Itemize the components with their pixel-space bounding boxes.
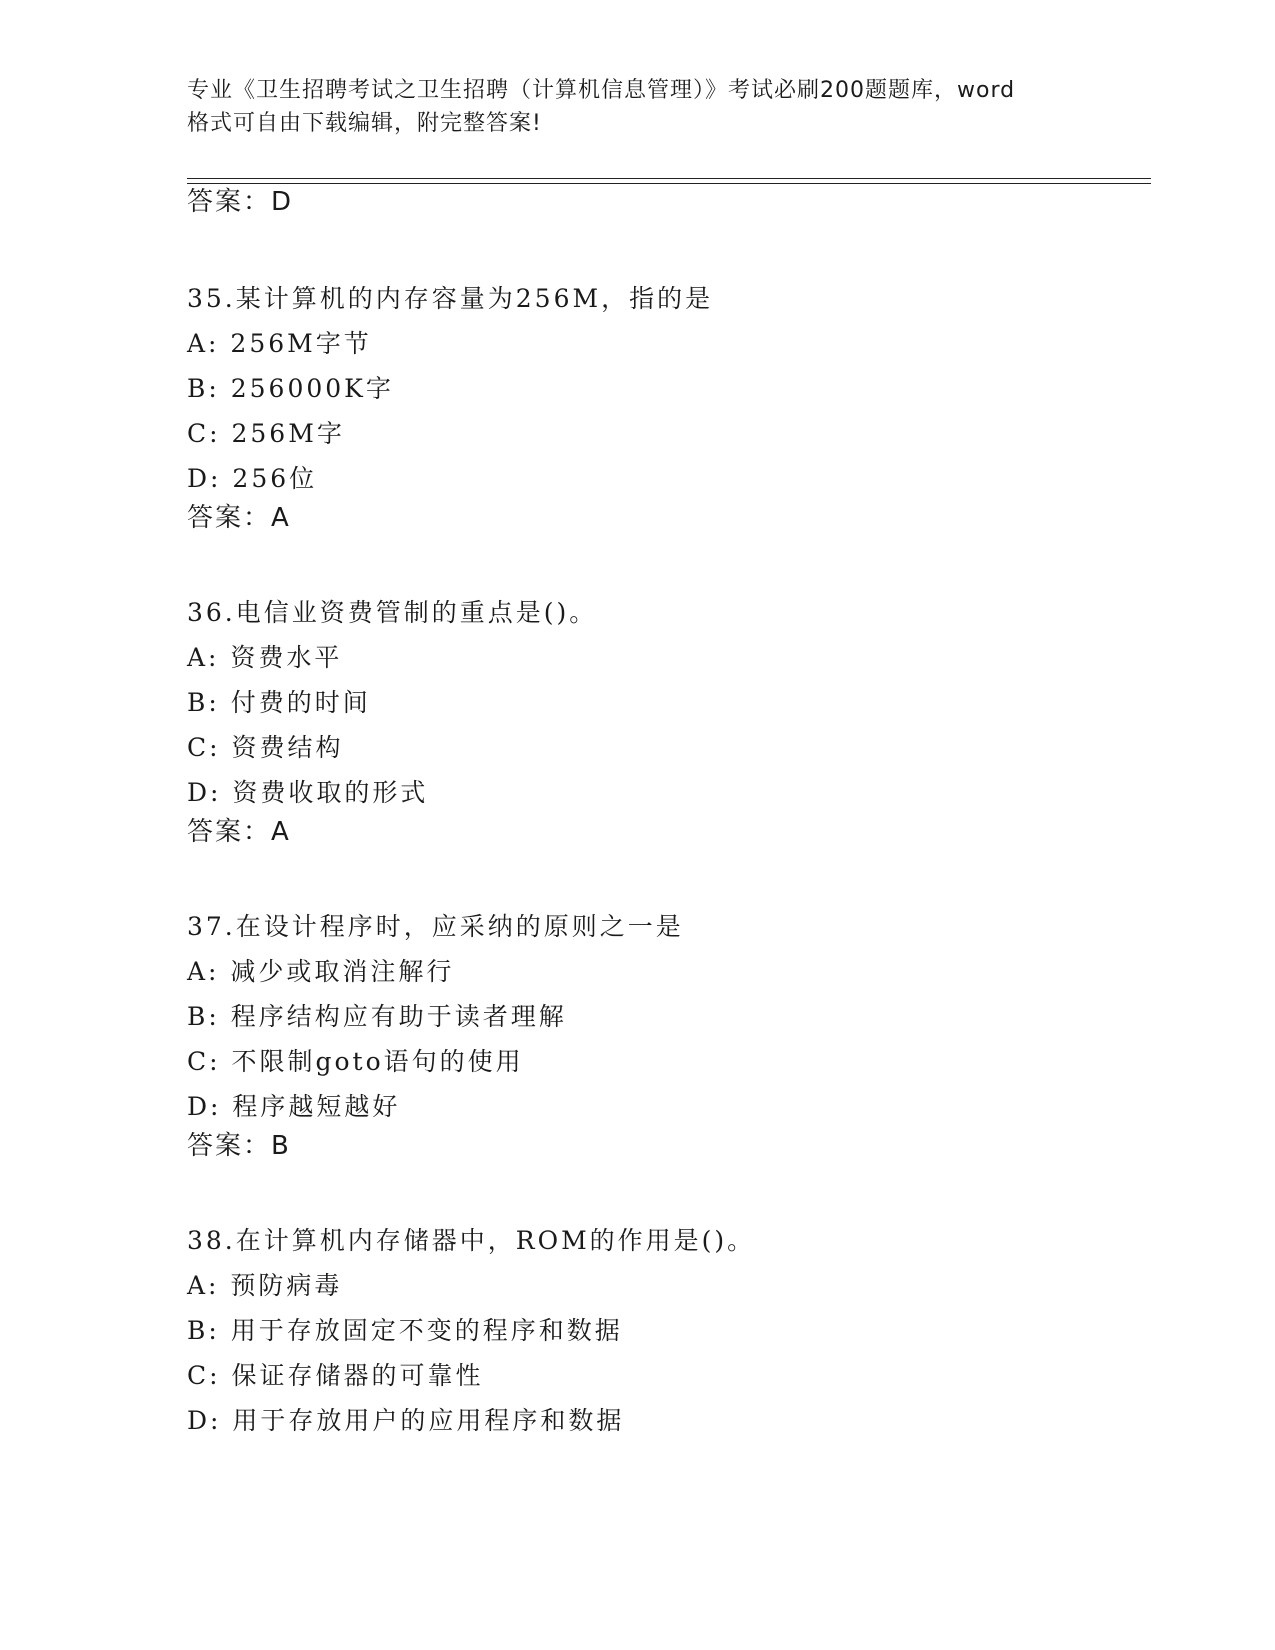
question-title: 38.在计算机内存储器中，ROM的作用是()。 <box>187 1226 756 1255</box>
question-title: 37.在设计程序时，应采纳的原则之一是 <box>187 912 684 941</box>
question-title: 36.电信业资费管制的重点是()。 <box>187 598 598 627</box>
option-c: C: 保证存储器的可靠性 <box>187 1361 484 1390</box>
answer-label: 答案：A <box>187 503 291 533</box>
header-line-1: 专业《卫生招聘考试之卫生招聘（计算机信息管理）》考试必刷200题题库，word <box>187 78 1016 103</box>
header-rule-bottom <box>187 183 1151 184</box>
question-38 <box>187 1218 755 1443</box>
answer-label: 答案：B <box>187 1131 291 1161</box>
question-37 <box>187 904 684 1161</box>
answer-label: 答案：A <box>187 817 291 847</box>
option-b: B: 256000K字 <box>187 374 394 403</box>
option-b: B: 用于存放固定不变的程序和数据 <box>187 1316 623 1345</box>
document-header <box>187 74 1087 140</box>
option-d: D: 256位 <box>187 464 318 493</box>
option-c: C: 256M字 <box>187 419 345 448</box>
option-b: B: 付费的时间 <box>187 688 371 717</box>
option-d: D: 用于存放用户的应用程序和数据 <box>187 1406 625 1435</box>
previous-answer-block <box>187 187 293 217</box>
question-35 <box>187 276 713 533</box>
option-a: A: 资费水平 <box>187 643 343 672</box>
option-a: A: 256M字节 <box>187 329 372 358</box>
answer-label: 答案：D <box>187 187 294 217</box>
option-d: D: 资费收取的形式 <box>187 778 429 807</box>
question-36 <box>187 590 597 847</box>
header-line-2: 格式可自由下载编辑，附完整答案! <box>187 111 542 136</box>
option-c: C: 不限制goto语句的使用 <box>187 1047 524 1076</box>
option-b: B: 程序结构应有助于读者理解 <box>187 1002 567 1031</box>
option-c: C: 资费结构 <box>187 733 344 762</box>
question-title: 35.某计算机的内存容量为256M，指的是 <box>187 284 714 313</box>
option-a: A: 减少或取消注解行 <box>187 957 455 986</box>
header-rule-top <box>187 178 1151 179</box>
option-d: D: 程序越短越好 <box>187 1092 401 1121</box>
option-a: A: 预防病毒 <box>187 1271 343 1300</box>
